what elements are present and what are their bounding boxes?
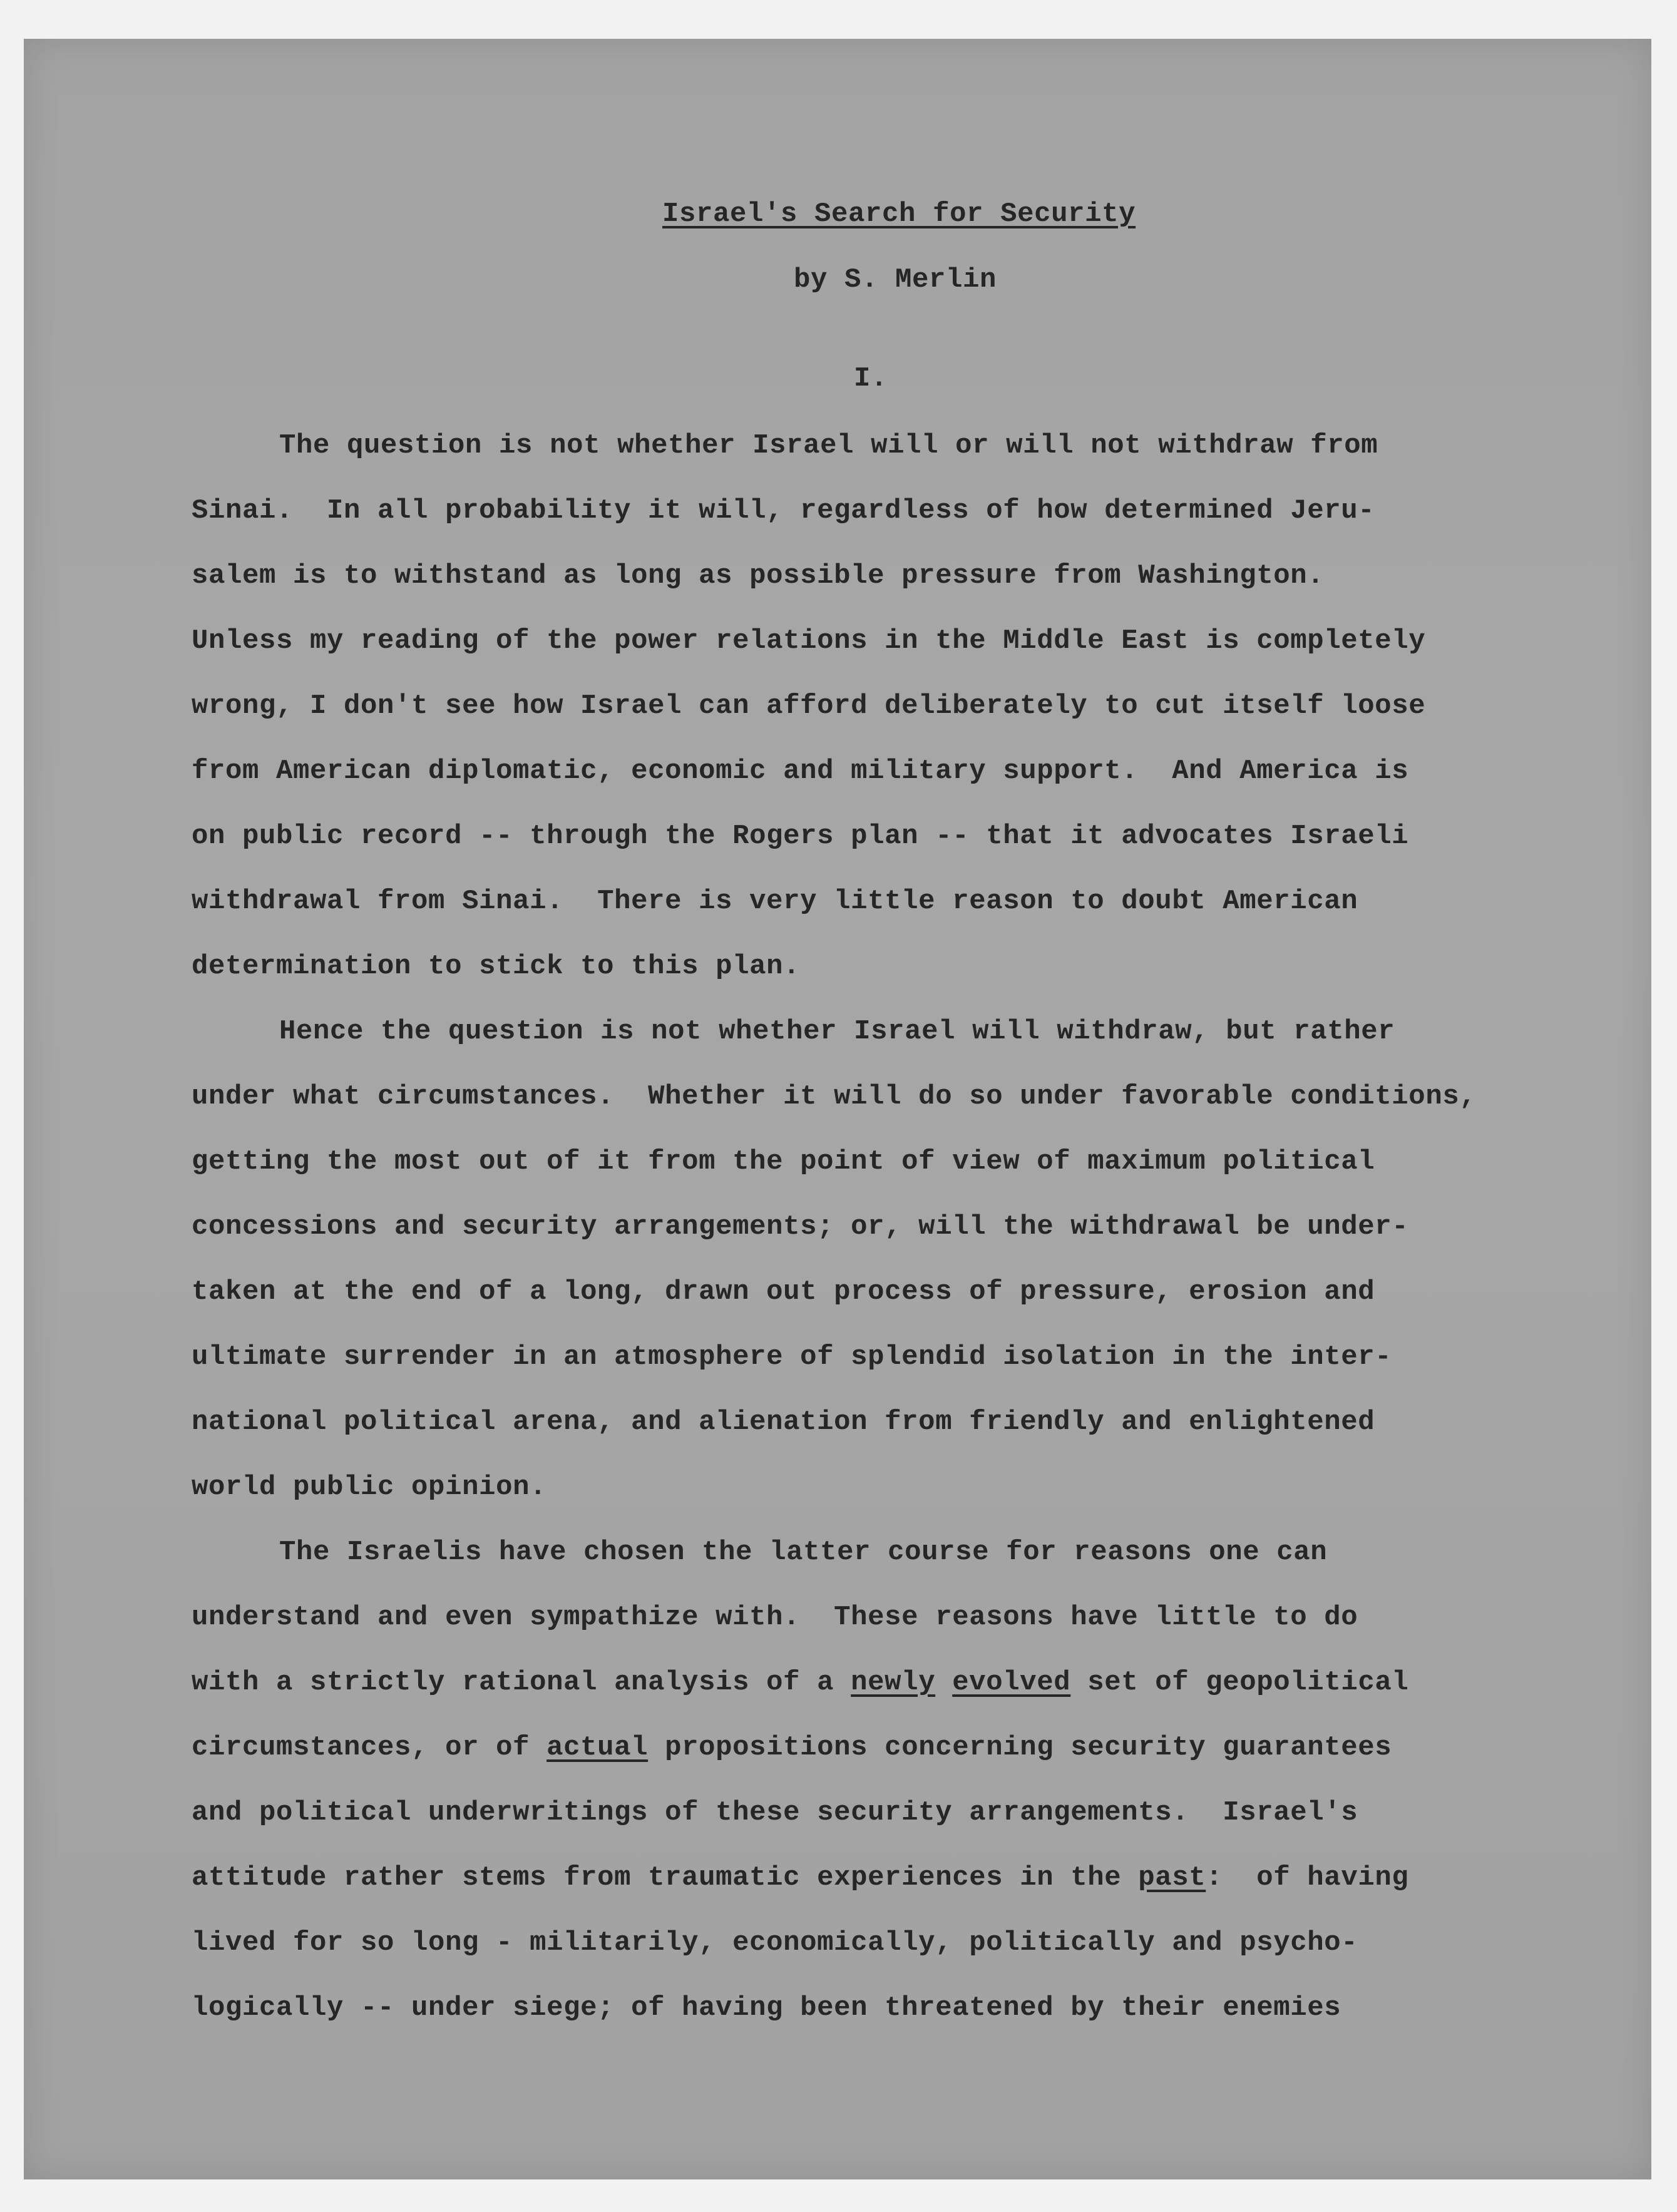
text-run: propositions concerning security guarantees	[648, 1732, 1392, 1763]
text-line: and political underwritings of these security arrangements. Israel's	[192, 1797, 1358, 1828]
text-line: determination to stick to this plan.	[192, 951, 801, 982]
text-line: national political arena, and alienation from friendly and enlightened	[192, 1406, 1375, 1438]
text-line: lived for so long - militarily, economically, politically and psycho-	[192, 1927, 1358, 1959]
text-line: The Israelis have chosen the latter course for reasons one can	[279, 1537, 1328, 1568]
text-line: taken at the end of a long, drawn out process of pressure, erosion and	[192, 1276, 1375, 1308]
text-line: The question is not whether Israel will or will not withdraw from	[279, 430, 1378, 461]
text-line: salem is to withstand as long as possible pressure from Washington.	[192, 560, 1325, 591]
text-line: Unless my reading of the power relations in the Middle East is completely	[192, 625, 1426, 657]
text-line: Hence the question is not whether Israel will withdraw, but rather	[279, 1016, 1395, 1047]
text-line: under what circumstances. Whether it will do so under favorable conditions,	[192, 1081, 1477, 1112]
text-line	[192, 1723, 1392, 1773]
document-page	[24, 39, 1651, 2179]
text-line: getting the most out of it from the point of view of maximum political	[192, 1146, 1375, 1177]
text-run: circumstances, or of	[192, 1732, 547, 1763]
author-byline: by S. Merlin	[794, 264, 997, 295]
text-line: ultimate surrender in an atmosphere of splendid isolation in the inter-	[192, 1341, 1392, 1373]
text-line: withdrawal from Sinai. There is very little reason to doubt American	[192, 886, 1358, 917]
section-heading: I.	[854, 363, 888, 394]
underlined-word-evolved: evolved	[952, 1667, 1071, 1698]
text-run: set of geopolitical	[1070, 1667, 1409, 1698]
text-line: from American diplomatic, economic and military support. And America is	[192, 755, 1409, 787]
text-line: concessions and security arrangements; or, will the withdrawal be under-	[192, 1211, 1409, 1242]
text-line	[192, 1853, 1408, 1903]
text-line	[192, 1657, 1408, 1708]
text-line: on public record -- through the Rogers plan -- that it advocates Israeli	[192, 821, 1409, 852]
text-line: wrong, I don't see how Israel can afford deliberately to cut itself loose	[192, 690, 1426, 722]
text-line: Sinai. In all probability it will, regardless of how determined Jeru-	[192, 495, 1375, 526]
underlined-word-actual: actual	[546, 1732, 649, 1763]
text-run: : of having	[1206, 1862, 1409, 1893]
text-run	[935, 1667, 952, 1698]
text-line: world public opinion.	[192, 1472, 547, 1503]
text-line: understand and even sympathize with. These reasons have little to do	[192, 1602, 1358, 1633]
underlined-word-past: past	[1138, 1862, 1206, 1893]
underlined-word-newly: newly	[851, 1667, 936, 1698]
text-line: logically -- under siege; of having been threatened by their enemies	[192, 1992, 1341, 2024]
document-title: Israel's Search for Security	[662, 198, 1136, 230]
text-run: with a strictly rational analysis of a	[192, 1667, 851, 1698]
text-run: attitude rather stems from traumatic experiences in the	[192, 1862, 1139, 1893]
